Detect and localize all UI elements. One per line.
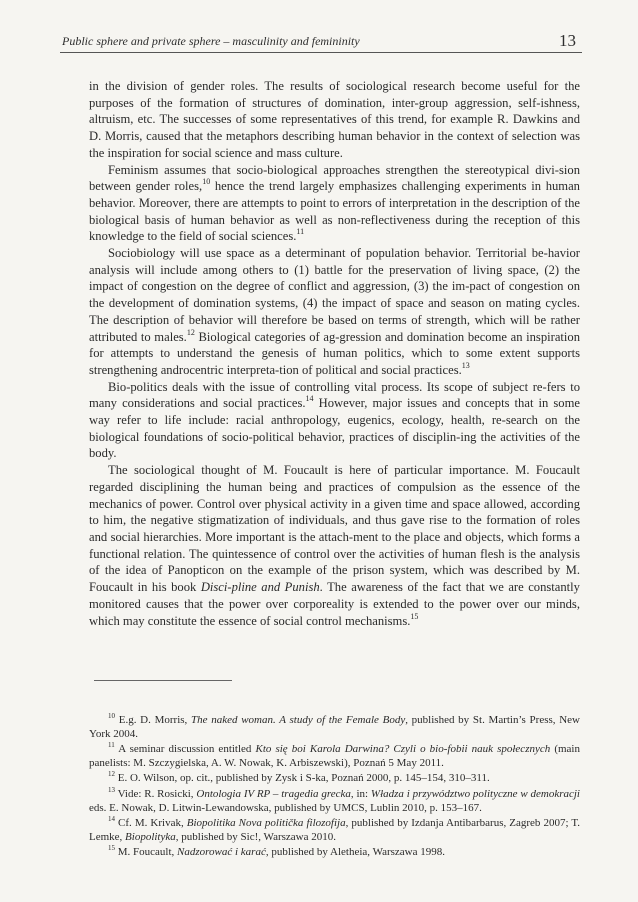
footnote-title: Ontologia IV RP – tragedia grecka <box>196 787 351 800</box>
footnote-ref-10: 10 <box>202 177 211 187</box>
footnote-title: Biopolitika Nova politička filozofija <box>186 817 346 830</box>
footnote-ref-11: 11 <box>296 227 305 237</box>
main-text <box>89 78 580 629</box>
footnote-number: 14 <box>108 815 115 824</box>
book-title-discipline-and-punish: Disci-pline and Punish <box>200 580 320 595</box>
paragraph-1 <box>89 78 580 162</box>
footnote-ref-13: 13 <box>461 360 470 370</box>
paragraph-2-text-a: Feminism assumes that socio-biological approaches strengthen the stereotypical divi-sion between gender roles, <box>89 162 580 194</box>
footnote-13 <box>89 785 580 815</box>
footnote-10 <box>89 714 580 741</box>
paragraph-1-text: in the division of gender roles. The results of sociological research become useful for the purposes of the formation of structures of domination, inter-group aggression, self-ishness, altruism, etc. The successes of some representatives of this trend, for example R. Dawkins and D. Morris, caused that the metaphors describing human behavior in the context of selection was the inspiration for social science and mass culture. <box>89 79 580 160</box>
footnote-number: 11 <box>108 741 115 750</box>
running-header <box>62 31 576 50</box>
footnote-text: Cf. M. Krivak, <box>118 817 187 830</box>
footnote-title: Nadzorować i karać <box>177 846 266 859</box>
footnote-ref-15: 15 <box>410 611 419 621</box>
header-rule <box>60 52 582 53</box>
footnote-text: M. Foucault, <box>117 846 178 859</box>
footnote-title: The naked woman. A study of the Female Body <box>191 714 406 726</box>
footnote-number: 12 <box>108 770 115 779</box>
footnote-number: 13 <box>108 785 115 794</box>
footnote-text: Vide: R. Rosicki, <box>117 787 197 800</box>
footnote-text: (main panelists: M. Szczygielska, A. W. Nowak, K. Arbiszewski), Poznań 5 May 2011. <box>89 743 580 769</box>
footnote-title: Władza i przywództwo polityczne w demokracji <box>370 787 580 800</box>
footnote-number: 15 <box>108 844 115 853</box>
footnote-text: , published by St. Martin’s Press, New York 2004. <box>89 714 581 740</box>
paragraph-2 <box>89 162 580 246</box>
footnote-text: , published by Aletheia, Warszawa 1998. <box>265 846 445 859</box>
paragraph-3 <box>89 245 580 379</box>
footnote-ref-14: 14 <box>305 394 314 404</box>
page-number: 13 <box>559 31 576 50</box>
paragraph-4-text-b: However, major issues and concepts that in some way refer to life include: racial anthropology, eugenics, ecology, health, re-search on the biological foundations of socio-political behavior, practices of disciplin-ing the activities of the body. <box>89 396 580 461</box>
footnote-text: A seminar discussion entitled <box>118 743 256 756</box>
paragraph-5-text-b: . The awareness of the fact that we are constantly monitored causes that the power over corporeality is extended to the power over our minds, which may constitute the essence of social control mechanisms. <box>89 580 580 628</box>
paragraph-2-text-b: hence the trend largely emphasizes challenging experiments in human behavior. Moreover, there are attempts to point to errors of interpretation in the description of the biological basis of human behavior as well as non-reflectiveness during the reception of this knowledge to the field of social sciences. <box>89 179 580 244</box>
footnote-title: Biopolityka <box>125 830 176 843</box>
footnote-text: , in: <box>350 787 371 800</box>
paragraph-3-text-a: Sociobiology will use space as a determinant of population behavior. Territorial be-havior analysis will include among others to (1) battle for the preservation of living space, (2) the impact of congestion on the degree of conflict and aggression, (3) the im-pact of congestion on the development of domination systems, (4) the impact of space and season on mating cycles. The description of behavior will therefore be based on terms of strength, which will be rather attributed to males. <box>89 246 580 344</box>
footnote-15 <box>89 846 580 860</box>
footnote-text: , published by Izdanja Antibarbarus, Zagreb 2007; T. Lemke, <box>89 817 581 843</box>
footnote-12 <box>89 772 580 786</box>
footnote-text: E.g. D. Morris, <box>118 714 192 726</box>
paragraph-4 <box>89 379 580 463</box>
footnote-number: 10 <box>108 712 115 720</box>
footnote-ref-12: 12 <box>186 327 195 337</box>
running-title: Public sphere and private sphere – masculinity and femininity <box>62 34 360 48</box>
paragraph-5 <box>89 462 580 629</box>
paragraph-4-text-a: Bio-politics deals with the issue of controlling vital process. Its scope of subject re-fers to many considerations and social practices. <box>89 379 580 411</box>
footnote-text: E. O. Wilson, op. cit., published by Zysk i S-ka, Poznań 2000, p. 145–154, 310–311. <box>117 772 490 785</box>
footnote-11 <box>89 743 580 770</box>
footnote-14 <box>89 817 580 844</box>
footnote-text: eds. E. Nowak, D. Litwin-Lewandowska, published by UMCS, Lublin 2010, p. 153–167. <box>89 801 482 814</box>
footnotes <box>89 714 580 862</box>
footnote-text: , published by Sic!, Warszawa 2010. <box>175 830 336 843</box>
footnote-title: Kto się boi Karola Darwina? Czyli o bio-fobii nauk społecznych <box>255 743 551 756</box>
footnote-rule <box>94 680 232 681</box>
paragraph-5-text-a: The sociological thought of M. Foucault is here of particular importance. M. Foucault regarded disciplining the human being and practices of compulsion as the essence of the mechanics of power. Control over physical activity in a given time and space allowed, according to him, the negative stigmatization of individuals, and thus gave rise to the formation of roles and social hierarchies. More important is the attach-ment to the place and objects, which forms a functional relation. The quintessence of control over the activities of human flesh is the analysis of the idea of Panopticon on the example of the prison system, which was described by M. Foucault in his book <box>89 463 580 595</box>
paragraph-3-text-b: Biological categories of ag-gression and domination become an inspiration for attempts to understand the genesis of human politics, which to some extent supports strengthening androcentric interpreta-tion of political and social practices. <box>89 329 580 377</box>
